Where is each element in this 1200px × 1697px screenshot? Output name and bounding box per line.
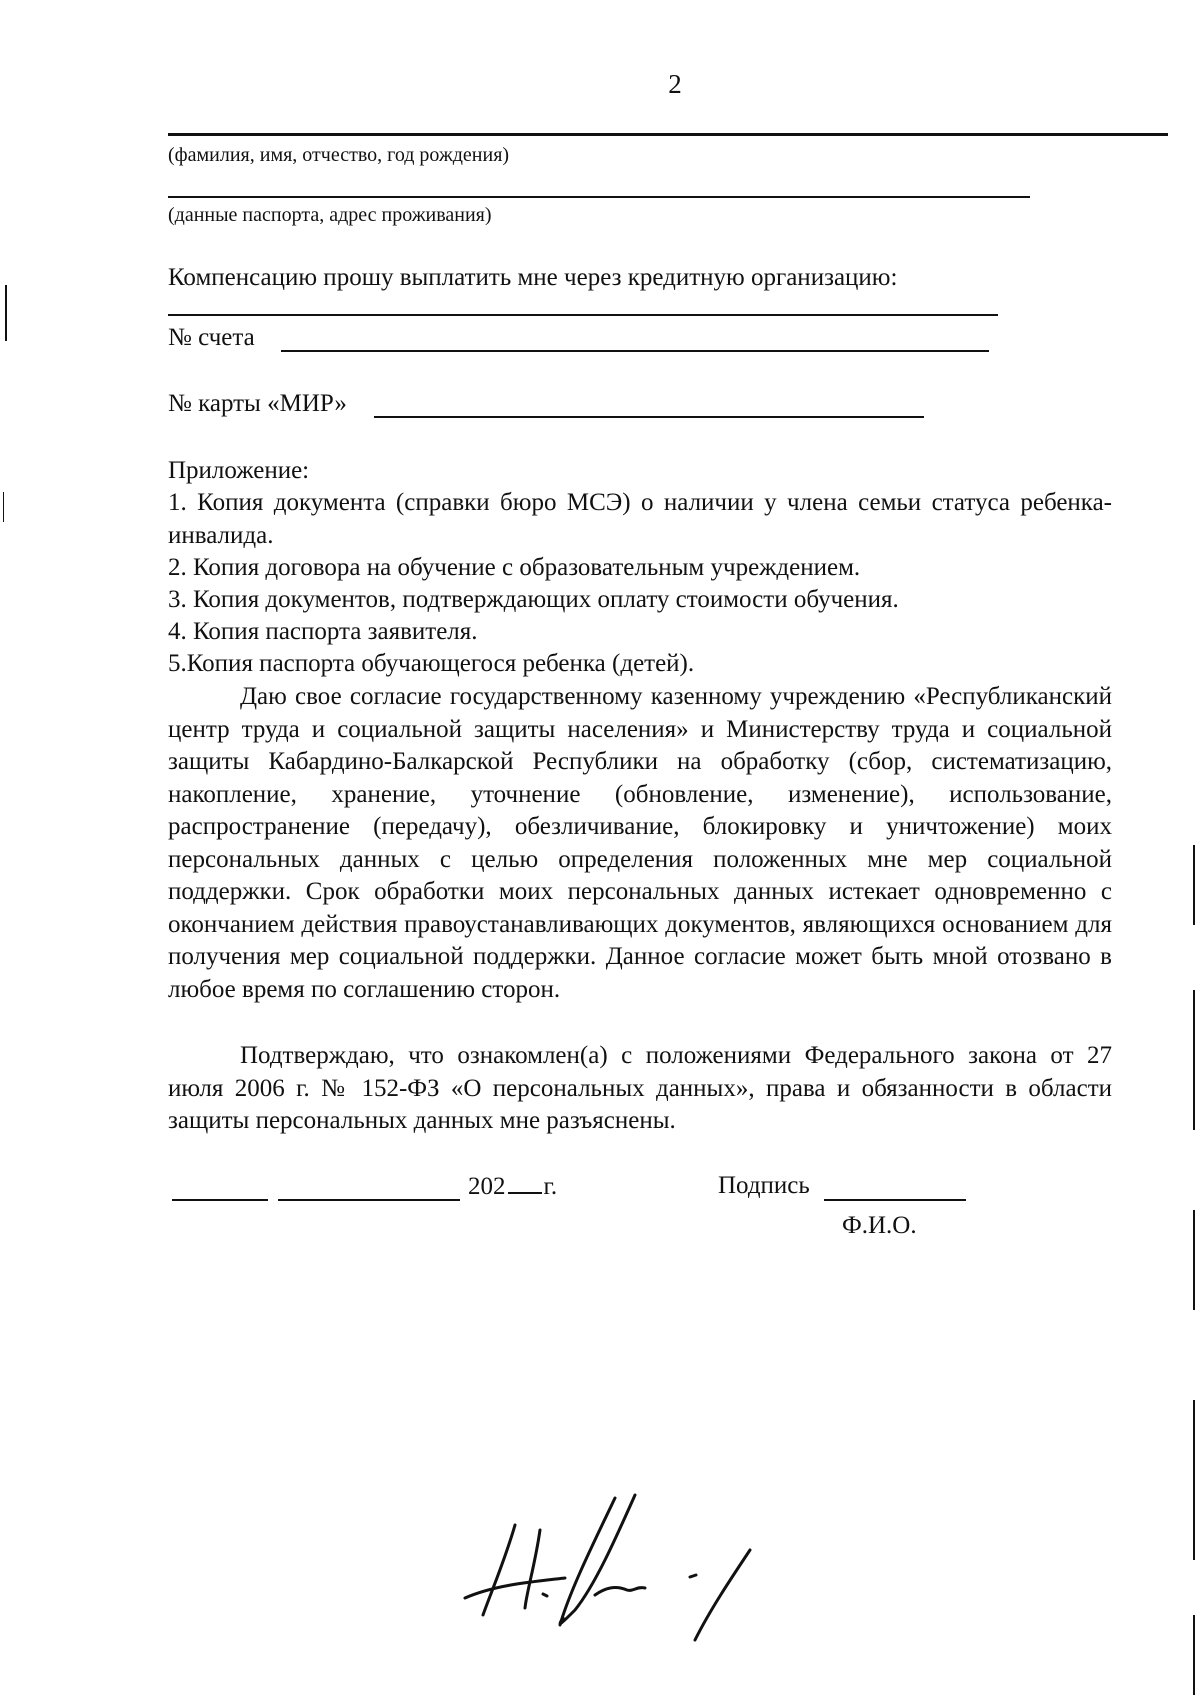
scan-mark-right-4 [1193, 1400, 1195, 1560]
date-day-line [172, 1199, 268, 1201]
appendix-title: Приложение: [168, 457, 310, 484]
year-blank-line [508, 1170, 542, 1194]
appendix-item-2: 2. Копия договора на обучение с образовательным учреждением. [168, 554, 861, 581]
passport-underline [168, 196, 1030, 198]
signature-label: Подпись [718, 1172, 810, 1199]
appendix-item-4: 4. Копия паспорта заявителя. [168, 618, 478, 645]
scan-mark-left-2 [3, 492, 4, 522]
year-prefix: 202 [468, 1173, 506, 1200]
consent-paragraph: Даю свое согласие государственному казенному учреждению «Республиканский центр труда и социальной защиты населения» и Министерству труда и социальной защиты Кабардино-Балкарской Республики на обработку (сбор, систематизацию, накопление, хранение, уточнение (обновление, изменение), использование, распространение (передачу), обезличивание, блокировку и уничтожение) моих персональных данных с целью определения положенных мне мер социальной поддержки. Срок обработки моих персональных данных истекает одновременно с окончанием действия правоустанавливающих документов, являющихся основанием для получения мер социальной поддержки. Данное согласие может быть мной отозвано в любое время по соглашению сторон. [168, 683, 1112, 1003]
scan-mark-right-3 [1193, 1210, 1195, 1310]
signature-line [824, 1199, 966, 1201]
appendix-item-1: 1. Копия документа (справки бюро МСЭ) о наличии у члена семьи статуса ребенка-инвалида. [168, 489, 1112, 549]
scan-mark-right-5 [1193, 1615, 1195, 1695]
page-number: 2 [668, 69, 682, 99]
date-year [468, 1170, 557, 1203]
date-month-line [278, 1199, 460, 1201]
confirm-paragraph: Подтверждаю, что ознакомлен(а) с положениями Федерального закона от 27 июля 2006 г. № 152-ФЗ «О персональных данных», права и обязанности в области защиты персональных данных мне разъяснены. [168, 1042, 1112, 1134]
bank-underline [168, 314, 998, 316]
year-suffix: г. [543, 1173, 558, 1200]
fio-label: Ф.И.О. [842, 1212, 917, 1239]
appendix-item-3: 3. Копия документов, подтверждающих оплату стоимости обучения. [168, 586, 899, 613]
appendix-item-5: 5.Копия паспорта обучающегося ребенка (детей). [168, 650, 695, 677]
card-label: № карты «МИР» [168, 390, 347, 417]
name-underline [168, 133, 1168, 136]
account-field-line [281, 350, 989, 352]
handwritten-signature [455, 1490, 775, 1660]
compensation-text: Компенсацию прошу выплатить мне через кредитную организацию: [168, 264, 898, 291]
passport-caption: (данные паспорта, адрес проживания) [168, 204, 492, 226]
card-field-line [374, 416, 924, 418]
name-caption: (фамилия, имя, отчество, год рождения) [168, 144, 510, 166]
scan-mark-right-1 [1193, 845, 1195, 925]
scan-mark-right-2 [1193, 990, 1195, 1130]
account-label: № счета [168, 324, 255, 351]
scan-mark-left-1 [5, 285, 7, 341]
